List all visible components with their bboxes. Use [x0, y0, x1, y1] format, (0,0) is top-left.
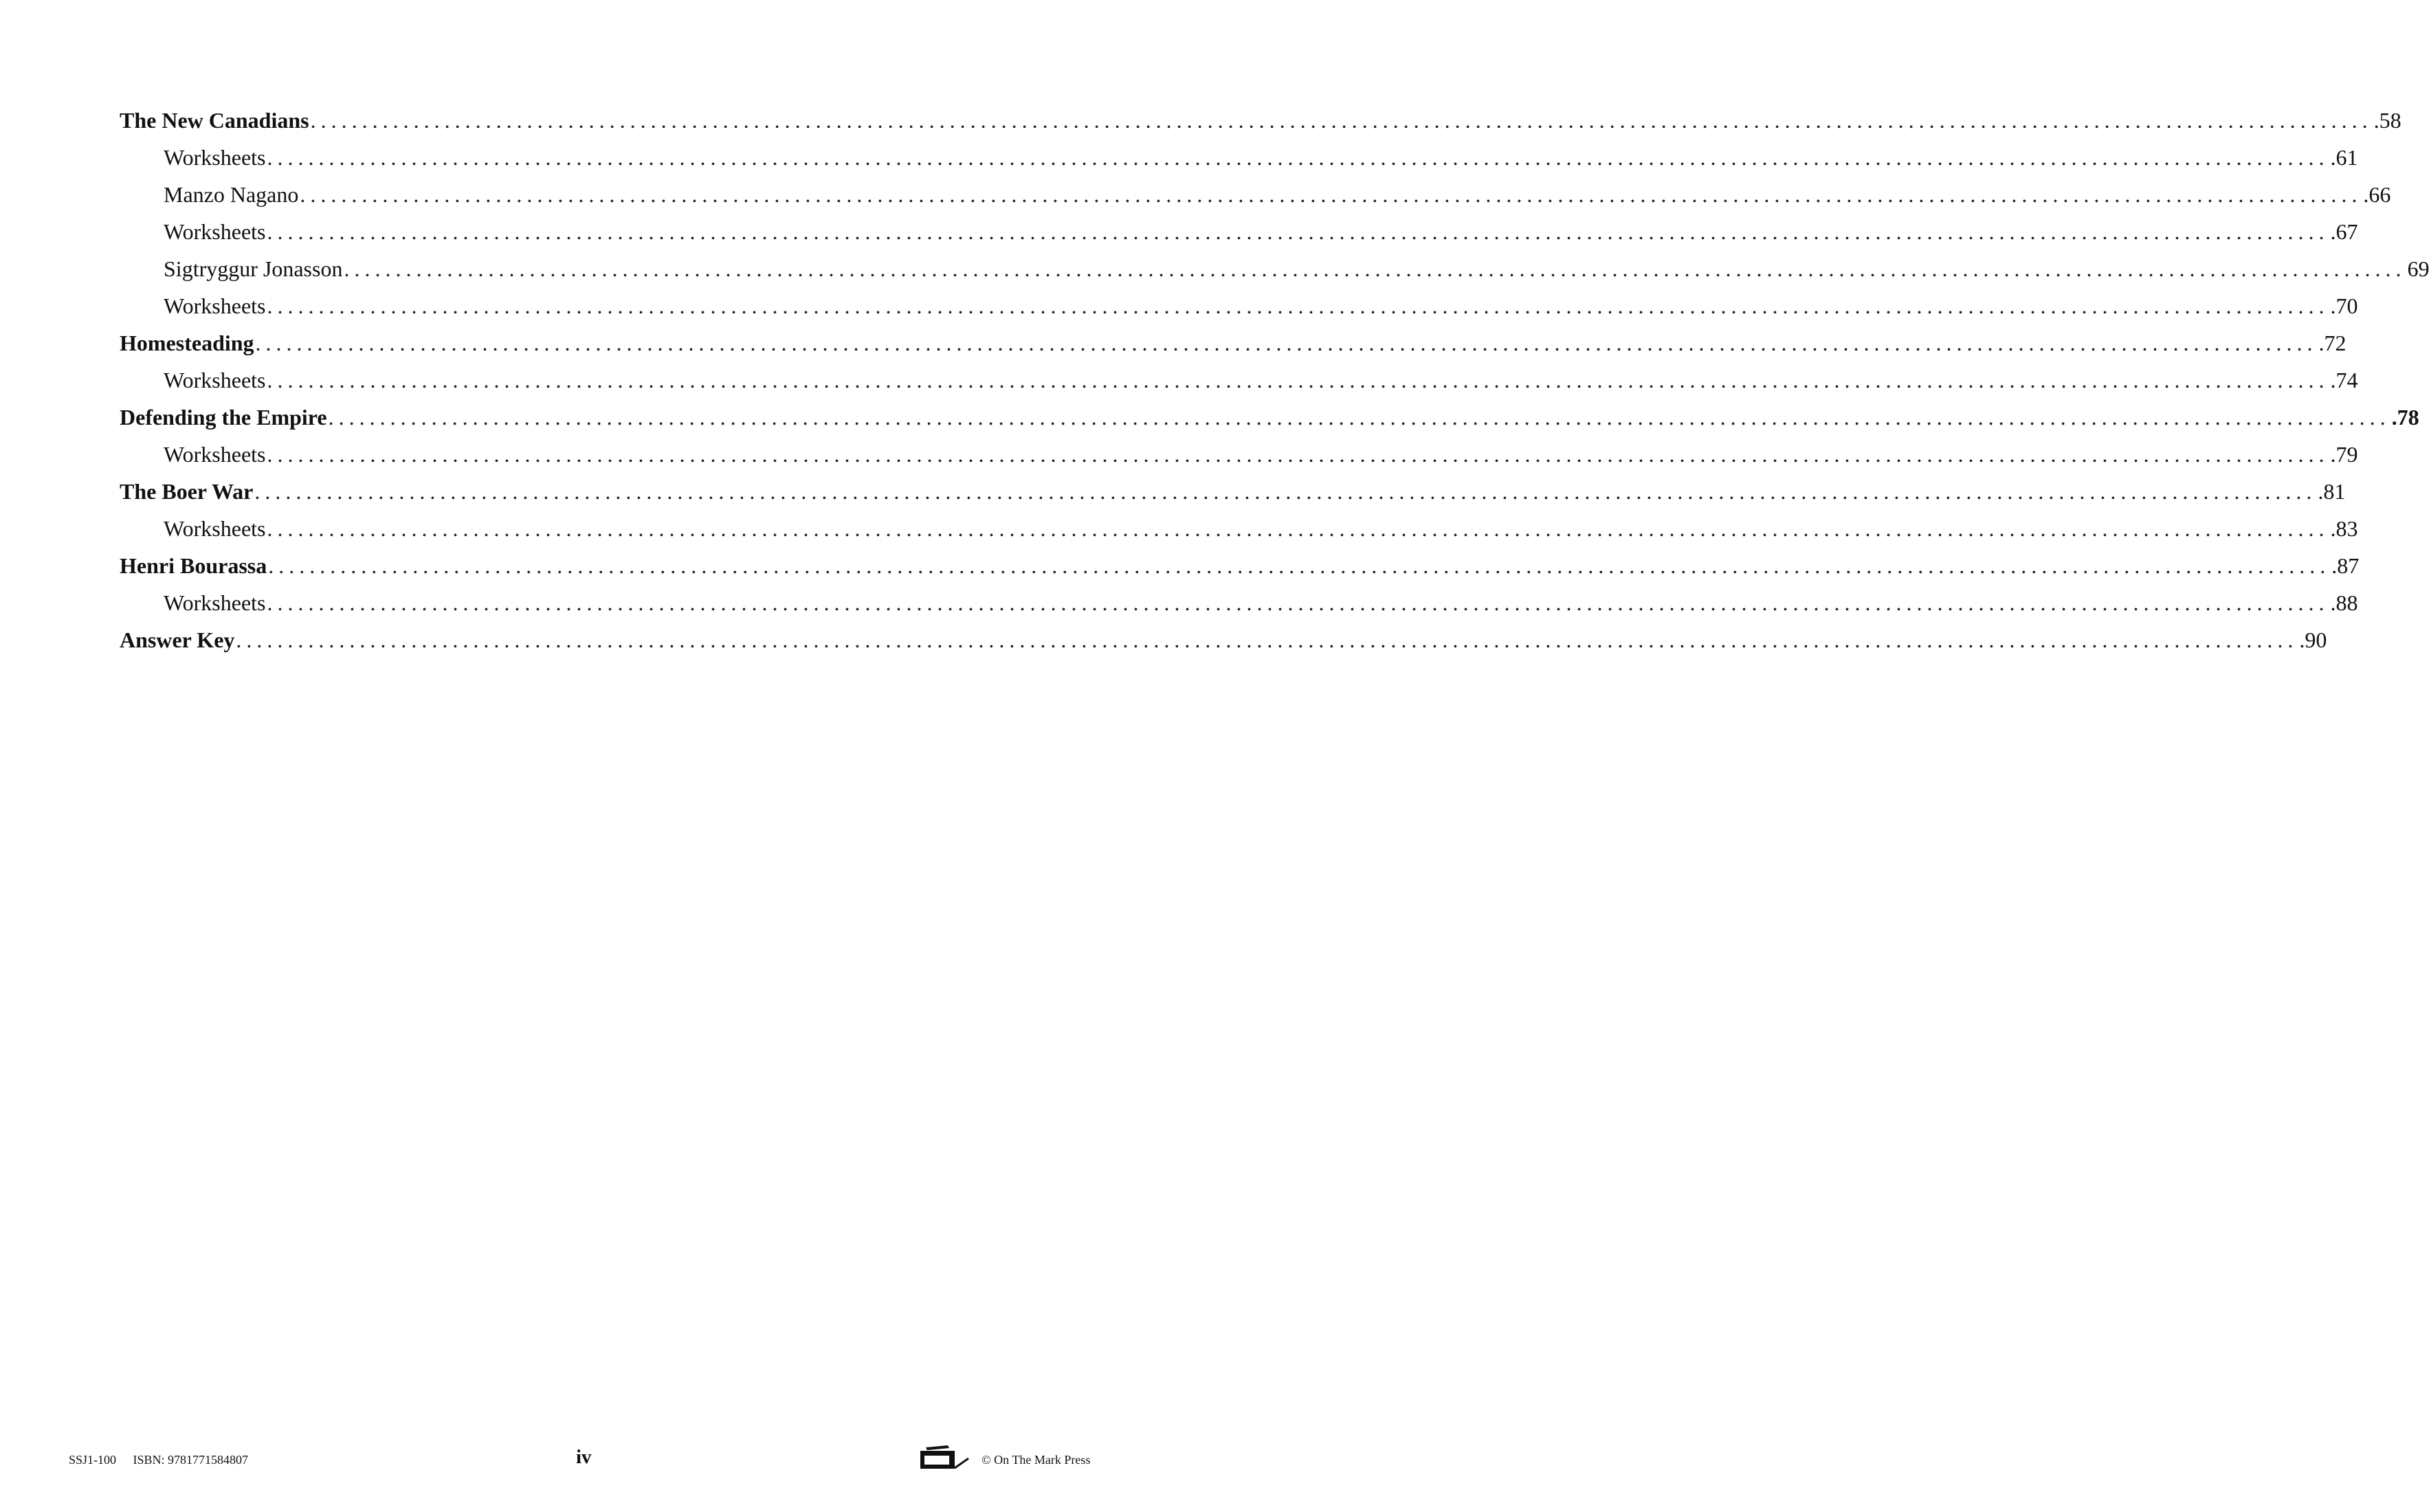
- toc-entry-page: .88: [2330, 590, 2358, 615]
- dot-leader: ........................................................................................................................................................................................................: [267, 368, 2329, 392]
- toc-entry-title: Worksheets: [164, 145, 266, 170]
- toc-entry: [120, 102, 2402, 139]
- toc-entry: [120, 324, 2347, 362]
- toc-entry-page: .87: [2331, 553, 2360, 578]
- toc-entry: [120, 584, 2358, 621]
- toc-entry-title: Defending the Empire: [120, 405, 327, 430]
- toc-entry-title: Manzo Nagano: [164, 182, 299, 207]
- toc-entry-title: Worksheets: [164, 442, 266, 467]
- dot-leader: ........................................................................................................................................................................................................: [236, 627, 2298, 652]
- dot-leader: ........................................................................................................................................................................................................: [255, 331, 2318, 355]
- toc-entry-page: .72: [2318, 331, 2347, 355]
- dot-leader: ........................................................................................................................................................................................................: [267, 442, 2329, 467]
- toc-entry: [120, 621, 2327, 658]
- toc-entry-title: Answer Key: [120, 627, 235, 652]
- dot-leader: ........................................................................................................................................................................................................: [328, 405, 2391, 430]
- toc-entry: [120, 213, 2358, 250]
- product-code: SSJ1-100: [69, 1453, 117, 1467]
- toc-entry: [120, 547, 2360, 584]
- toc-entry-page: .90: [2299, 627, 2327, 652]
- toc-entry: [120, 510, 2358, 547]
- dot-leader: ........................................................................................................................................................................................................: [300, 182, 2362, 207]
- toc-entry-title: Henri Bourassa: [120, 553, 267, 578]
- toc-entry-title: The Boer War: [120, 479, 254, 504]
- toc-entry-page: .81: [2318, 479, 2346, 504]
- dot-leader: ........................................................................................................................................................................................................: [267, 145, 2329, 170]
- page-number: iv: [576, 1446, 592, 1468]
- toc-entry-page: .79: [2330, 442, 2358, 467]
- dot-leader: ........................................................................................................................................................................................................: [310, 108, 2373, 133]
- isbn-number: ISBN: 9781771584807: [133, 1453, 249, 1467]
- toc-entry-page: .74: [2330, 368, 2358, 392]
- toc-entry: [120, 399, 2419, 436]
- toc-entry-page: .66: [2363, 182, 2391, 207]
- dot-leader: ........................................................................................................................................................................................................: [268, 553, 2331, 578]
- toc-entry: [120, 473, 2346, 510]
- dot-leader: ........................................................................................................................................................................................................: [344, 256, 2406, 281]
- toc-entry: [120, 436, 2358, 473]
- toc-entry-title: Worksheets: [164, 516, 266, 541]
- dot-leader: ........................................................................................................................................................................................................: [254, 479, 2317, 504]
- dot-leader: ........................................................................................................................................................................................................: [267, 590, 2329, 615]
- toc-entry-page: 69: [2407, 256, 2429, 281]
- toc-entry: [120, 287, 2358, 324]
- toc-entry: [120, 250, 2429, 287]
- toc-entry: [120, 139, 2358, 176]
- toc-entry-page: .70: [2330, 293, 2358, 318]
- page-footer: [0, 1445, 1168, 1472]
- publisher-logo-icon: [916, 1445, 971, 1471]
- toc-entry-page: .67: [2330, 219, 2358, 244]
- dot-leader: ........................................................................................................................................................................................................: [267, 516, 2329, 541]
- toc-entry-page: .61: [2330, 145, 2358, 170]
- toc-entry-title: The New Canadians: [120, 108, 309, 133]
- toc-entry-title: Worksheets: [164, 293, 266, 318]
- toc-entry-page: .78: [2391, 405, 2419, 430]
- toc-entry-title: Homesteading: [120, 331, 254, 355]
- toc-entry-page: .83: [2330, 516, 2358, 541]
- toc-entry-title: Sigtryggur Jonasson: [164, 256, 343, 281]
- toc-entry-title: Worksheets: [164, 219, 266, 244]
- toc-entry-page: .58: [2373, 108, 2402, 133]
- toc-entry-title: Worksheets: [164, 368, 266, 392]
- dot-leader: ........................................................................................................................................................................................................: [267, 293, 2329, 318]
- dot-leader: ........................................................................................................................................................................................................: [267, 219, 2329, 244]
- copyright-notice: © On The Mark Press: [981, 1453, 1091, 1467]
- toc-entry: [120, 176, 2391, 213]
- toc-entry-title: Worksheets: [164, 590, 266, 615]
- table-of-contents: [120, 102, 2429, 658]
- footer-catalog-info: [69, 1453, 248, 1467]
- toc-entry: [120, 362, 2358, 399]
